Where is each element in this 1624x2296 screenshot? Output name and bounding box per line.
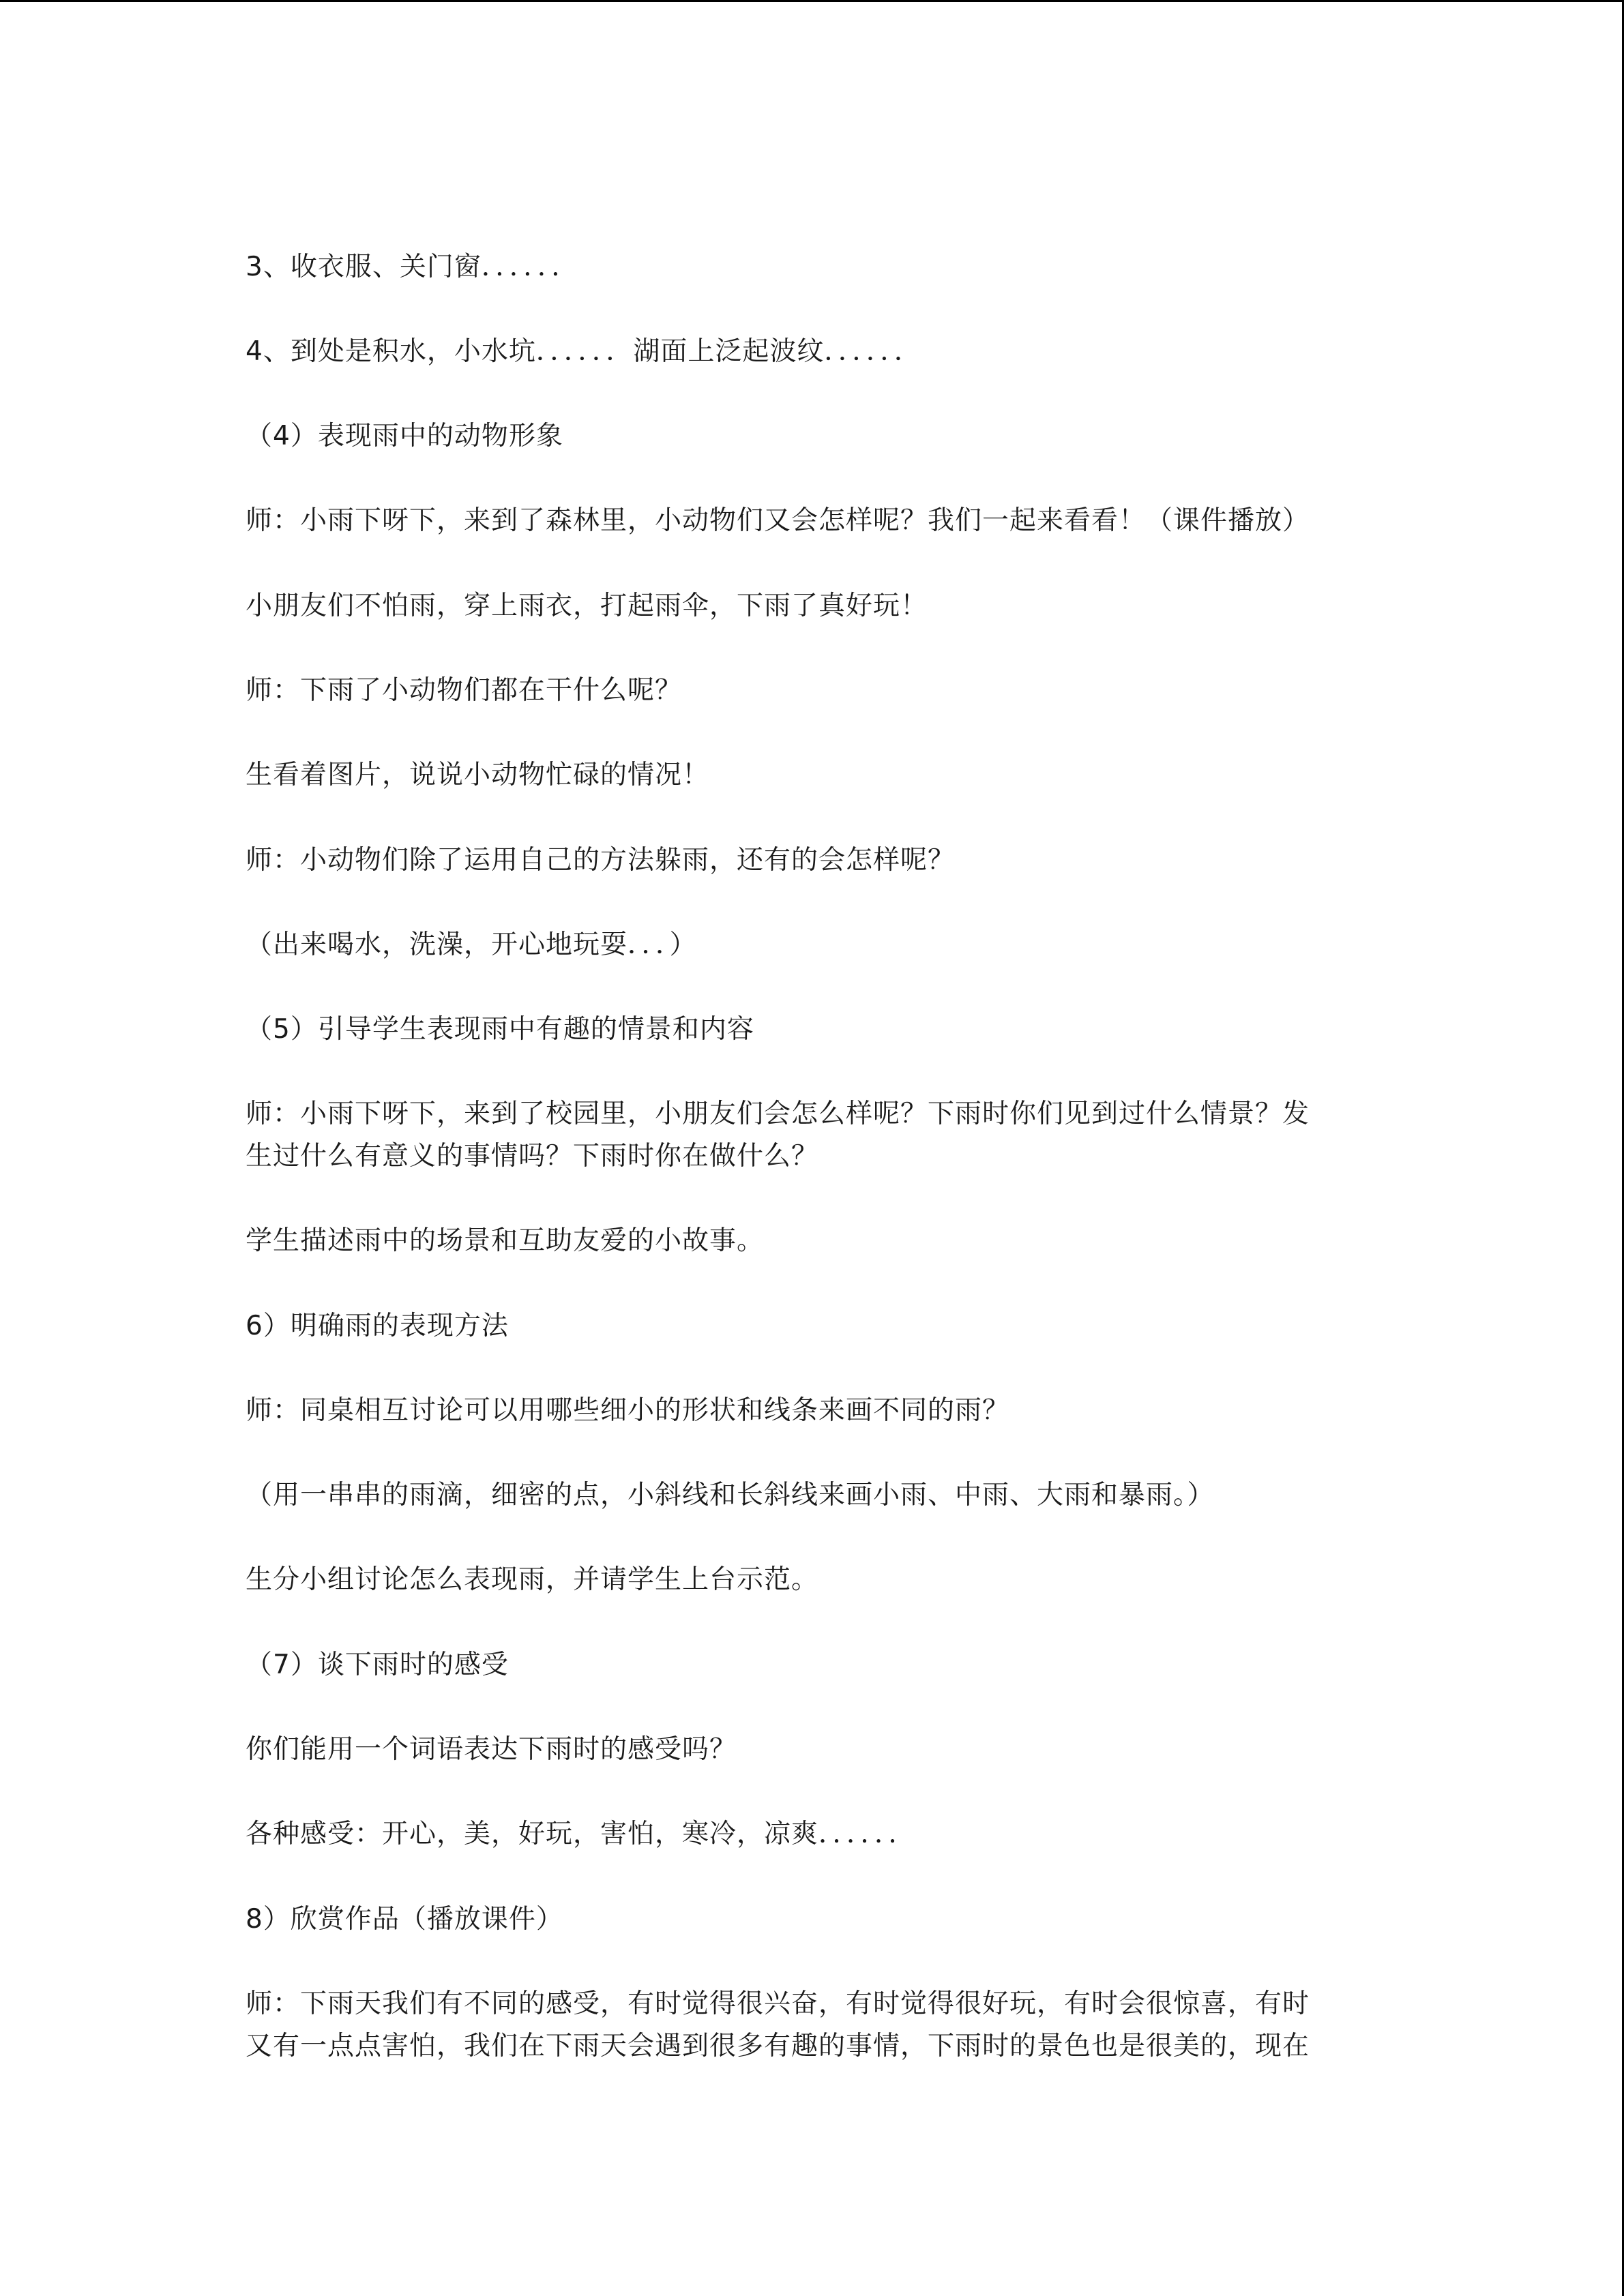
paragraph-2: 4、到处是积水，小水坑．．．．．．湖面上泛起波纹．．．．．． <box>246 336 921 367</box>
paragraph-6: 生看着图片，说说小动物忙碌的情况！ <box>246 760 710 790</box>
paragraph-16-line-2: 又有一点点害怕，我们在下雨天会遇到很多有趣的事情，下雨时的景色也是很美的，现在 <box>246 2031 1310 2061</box>
paragraph-12: （用一串串的雨滴，细密的点，小斜线和长斜线来画小雨、中雨、大雨和暴雨。） <box>246 1480 1215 1510</box>
section-heading-5: （5）引导学生表现雨中有趣的情景和内容 <box>246 1014 754 1045</box>
paragraph-5: 师：下雨了小动物们都在干什么呢？ <box>246 675 683 706</box>
section-heading-7: （7）谈下雨时的感受 <box>246 1650 509 1680</box>
paragraph-15: 各种感受：开心，美，好玩，害怕，寒冷，凉爽．．．．．． <box>246 1819 916 1849</box>
paragraph-9-line-2: 生过什么有意义的事情吗？下雨时你在做什么？ <box>246 1141 819 1172</box>
paragraph-3: 师：小雨下呀下，来到了森林里，小动物们又会怎样呢？我们一起来看看！（课件播放） <box>246 505 1310 536</box>
paragraph-7: 师：小动物们除了运用自己的方法躲雨，还有的会怎样呢？ <box>246 845 956 876</box>
section-heading-8: 8）欣赏作品（播放课件） <box>246 1904 563 1935</box>
paragraph-8: （出来喝水，洗澡，开心地玩耍．．．） <box>246 929 697 960</box>
paragraph-14: 你们能用一个词语表达下雨时的感受吗？ <box>246 1734 737 1765</box>
paragraph-16-line-1: 师：下雨天我们有不同的感受，有时觉得很兴奋，有时觉得很好玩，有时会很惊喜，有时 <box>246 1988 1310 2019</box>
paragraph-1: 3、收衣服、关门窗．．．．．． <box>246 252 579 282</box>
paragraph-10: 学生描述雨中的场景和互助友爱的小故事。 <box>246 1225 765 1256</box>
section-heading-4: （4）表现雨中的动物形象 <box>246 421 563 451</box>
paragraph-9-line-1: 师：小雨下呀下，来到了校园里，小朋友们会怎么样呢？下雨时你们见到过什么情景？发 <box>246 1099 1310 1129</box>
paragraph-4: 小朋友们不怕雨，穿上雨衣，打起雨伞，下雨了真好玩！ <box>246 591 928 621</box>
section-heading-6: 6）明确雨的表现方法 <box>246 1311 509 1341</box>
paragraph-13: 生分小组讨论怎么表现雨，并请学生上台示范。 <box>246 1564 819 1595</box>
paragraph-11: 师：同桌相互讨论可以用哪些细小的形状和线条来画不同的雨？ <box>246 1395 1010 1426</box>
